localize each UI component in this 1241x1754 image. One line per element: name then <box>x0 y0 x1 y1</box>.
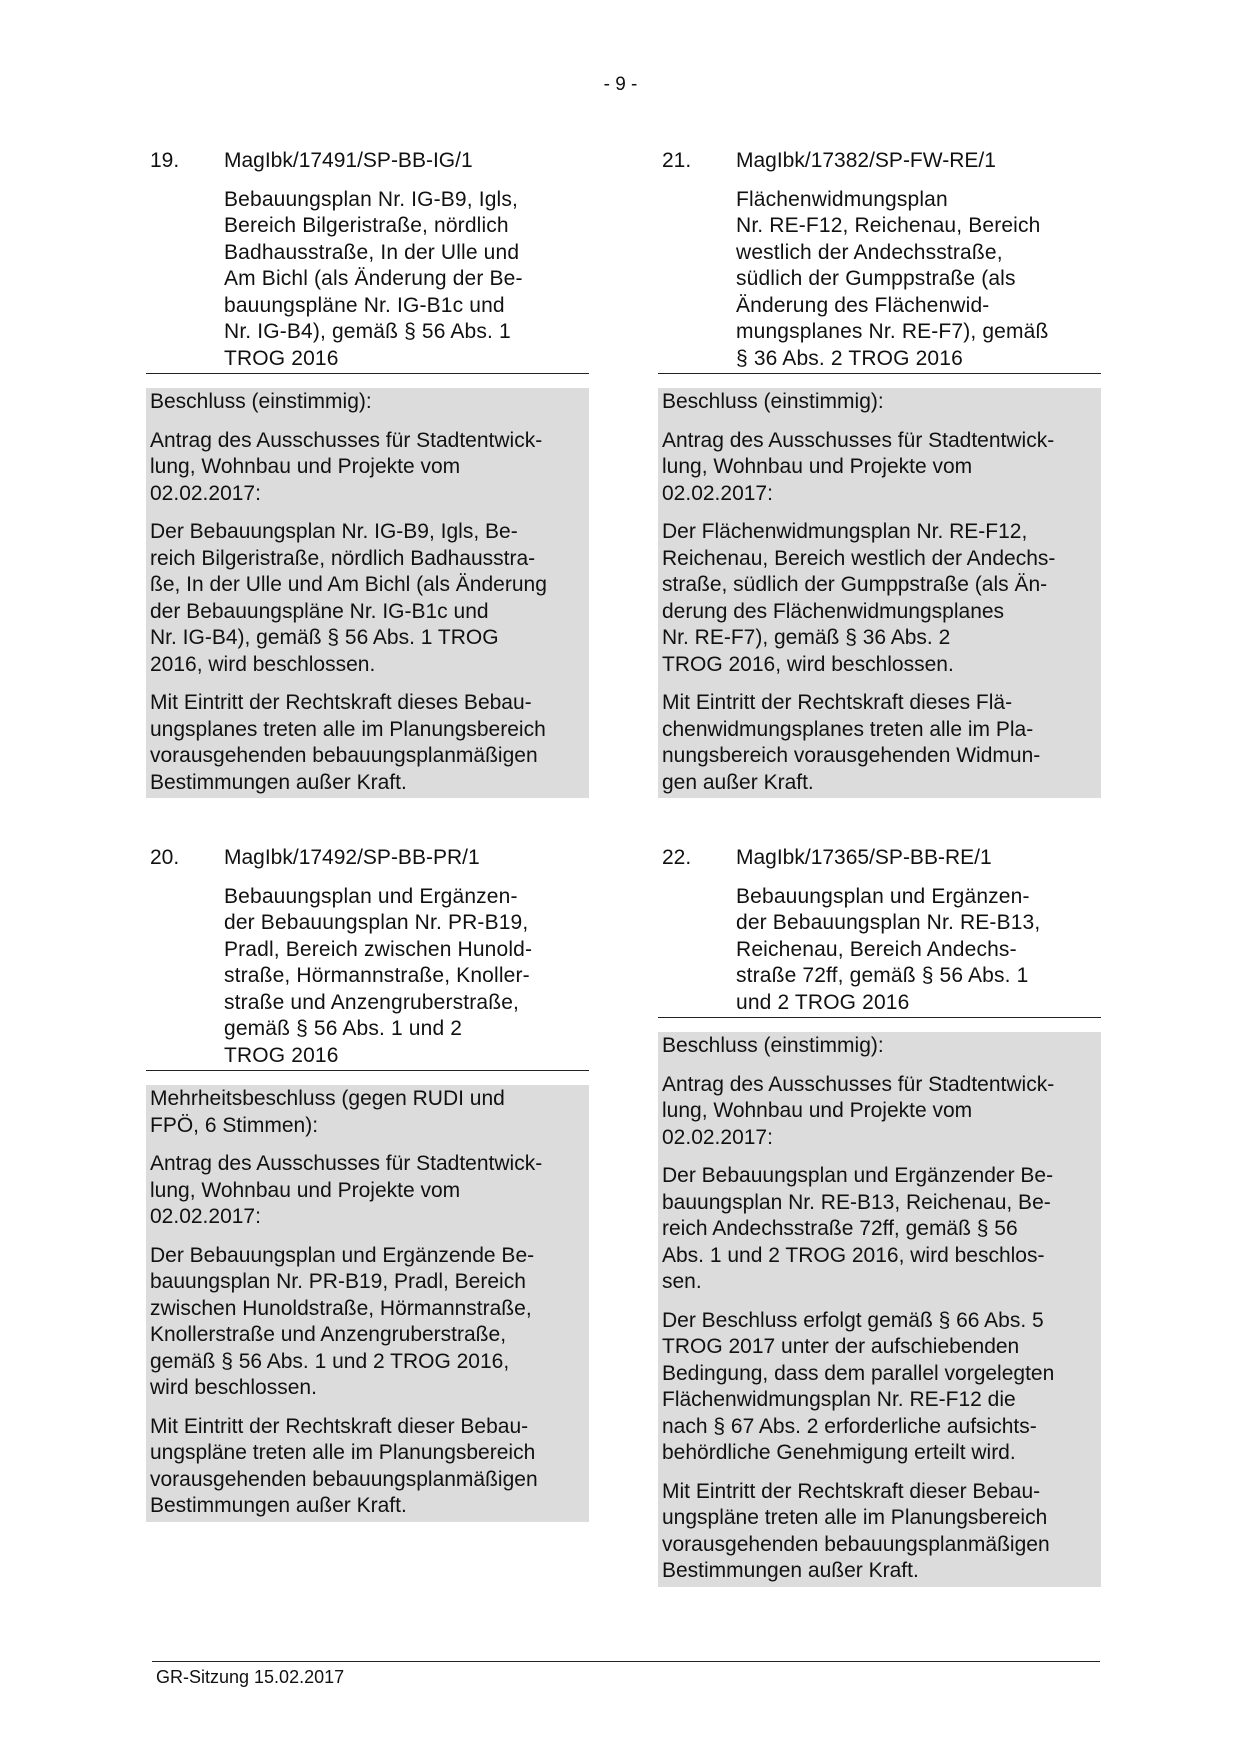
footer-divider <box>152 1661 1100 1662</box>
item-title-line: mungsplanes Nr. RE-F7), gemäß <box>736 320 1049 343</box>
resolution-paragraph <box>662 1071 1097 1152</box>
item-title <box>224 187 589 373</box>
resolution-line: derung des Flächenwidmungsplanes <box>662 599 1005 623</box>
resolution-line: TROG 2017 unter der aufschiebenden <box>662 1335 1020 1358</box>
resolution-line: lung, Wohnbau und Projekte vom <box>150 455 461 478</box>
resolution-paragraph <box>150 388 585 416</box>
item-title-line: der Bebauungsplan Nr. PR-B19, <box>224 911 529 934</box>
resolution-line: vorausgehenden bebauungsplanmäßigen <box>150 1467 538 1491</box>
resolution-line: Der Flächenwidmungsplan Nr. RE-F12, <box>662 520 1028 543</box>
item-title-line: Pradl, Bereich zwischen Hunold- <box>224 937 533 961</box>
resolution-line: nach § 67 Abs. 2 erforderliche aufsichts- <box>662 1414 1037 1438</box>
item-title-line: Bebauungsplan und Ergänzen- <box>736 884 1030 908</box>
resolution-line: vorausgehenden bebauungsplanmäßigen <box>662 1532 1050 1556</box>
item-number: 22. <box>662 846 692 869</box>
resolution-line: reich Bilgeristraße, nördlich Badhausstra- <box>150 546 536 570</box>
resolution-paragraph <box>150 427 585 508</box>
resolution-line: Antrag des Ausschusses für Stadtentwick- <box>662 1072 1055 1096</box>
item-title-line: Bebauungsplan Nr. IG-B9, Igls, <box>224 187 518 211</box>
resolution-box <box>658 388 1101 798</box>
item-reference: MagIbk/17382/SP-FW-RE/1 <box>736 149 996 172</box>
resolution-line: nungsbereich vorausgehenden Widmun- <box>662 744 1041 767</box>
item-title-line: Bebauungsplan und Ergänzen- <box>224 884 518 908</box>
resolution-line: Mehrheitsbeschluss (gegen RUDI und <box>150 1087 505 1110</box>
item-title-line: Flächenwidmungsplan <box>736 187 948 211</box>
resolution-line: Antrag des Ausschusses für Stadtentwick- <box>662 428 1055 452</box>
resolution-line: Flächenwidmungsplan Nr. RE-F12 die <box>662 1388 1016 1411</box>
resolution-line: 02.02.2017: <box>150 481 261 505</box>
resolution-line: gemäß § 56 Abs. 1 und 2 TROG 2016, <box>150 1349 510 1373</box>
resolution-line: Bestimmungen außer Kraft. <box>662 1559 919 1582</box>
resolution-line: lung, Wohnbau und Projekte vom <box>662 455 973 478</box>
resolution-line: Antrag des Ausschusses für Stadtentwick- <box>150 428 543 452</box>
resolution-line: Mit Eintritt der Rechtskraft dieser Bebau- <box>150 1414 529 1438</box>
item-title-line: Bereich Bilgeristraße, nördlich <box>224 214 509 237</box>
resolution-line: Bedingung, dass dem parallel vorgelegten <box>662 1361 1055 1385</box>
item-reference: MagIbk/17492/SP-BB-PR/1 <box>224 846 480 869</box>
item-title-line: straße und Anzengruberstraße, <box>224 990 520 1014</box>
resolution-paragraph <box>150 1150 585 1231</box>
resolution-paragraph <box>662 518 1097 678</box>
resolution-box <box>146 388 589 798</box>
resolution-line: Knollerstraße und Anzengruberstraße, <box>150 1323 507 1346</box>
item-reference: MagIbk/17491/SP-BB-IG/1 <box>224 149 473 172</box>
item-title-line: TROG 2016 <box>224 346 339 370</box>
item-divider <box>146 1070 589 1071</box>
resolution-line: Bestimmungen außer Kraft. <box>150 770 407 794</box>
resolution-paragraph <box>150 1413 585 1520</box>
resolution-line: vorausgehenden bebauungsplanmäßigen <box>150 744 538 767</box>
item-divider <box>658 373 1101 374</box>
item-title-line: gemäß § 56 Abs. 1 und 2 <box>224 1017 463 1040</box>
resolution-line: Mit Eintritt der Rechtskraft dieses Bebau- <box>150 691 532 714</box>
item-number: 21. <box>662 149 692 172</box>
item-reference: MagIbk/17365/SP-BB-RE/1 <box>736 846 992 869</box>
resolution-paragraph <box>662 689 1097 796</box>
resolution-line: ungsplanes treten alle im Planungsbereich <box>150 717 546 741</box>
resolution-line: Nr. IG-B4), gemäß § 56 Abs. 1 TROG <box>150 626 499 649</box>
resolution-line: Der Bebauungsplan und Ergänzender Be- <box>662 1164 1054 1187</box>
resolution-line: TROG 2016, wird beschlossen. <box>662 652 954 676</box>
resolution-line: Beschluss (einstimmig): <box>662 390 884 413</box>
resolution-line: Mit Eintritt der Rechtskraft dieses Flä- <box>662 691 1013 714</box>
item-title-line: südlich der Gumppstraße (als <box>736 267 1016 290</box>
resolution-paragraph <box>662 1032 1097 1060</box>
item-title-line: § 36 Abs. 2 TROG 2016 <box>736 346 963 370</box>
resolution-line: Beschluss (einstimmig): <box>150 390 372 413</box>
footer-text: GR-Sitzung 15.02.2017 <box>156 1667 345 1687</box>
resolution-line: Der Bebauungsplan und Ergänzende Be- <box>150 1243 535 1267</box>
resolution-paragraph <box>662 427 1097 508</box>
resolution-line: ungspläne treten alle im Planungsbereich <box>662 1506 1048 1529</box>
item-title <box>736 187 1101 373</box>
resolution-line: Antrag des Ausschusses für Stadtentwick- <box>150 1152 543 1175</box>
resolution-line: Beschluss (einstimmig): <box>662 1034 884 1057</box>
item-heading <box>146 845 589 872</box>
resolution-line: straße, südlich der Gumppstraße (als Än- <box>662 573 1048 596</box>
resolution-line: 02.02.2017: <box>662 1125 773 1149</box>
resolution-line: behördliche Genehmigung erteilt wird. <box>662 1441 1016 1464</box>
resolution-line: der Bebauungspläne Nr. IG-B1c und <box>150 599 489 623</box>
resolution-line: ungspläne treten alle im Planungsbereich <box>150 1441 536 1464</box>
resolution-line: Abs. 1 und 2 TROG 2016, wird beschlos- <box>662 1243 1045 1267</box>
resolution-line: Bestimmungen außer Kraft. <box>150 1494 407 1517</box>
resolution-line: lung, Wohnbau und Projekte vom <box>150 1178 461 1202</box>
agenda-item-19 <box>146 148 589 798</box>
resolution-line: ße, In der Ulle und Am Bichl (als Änderung <box>150 573 547 596</box>
resolution-line: gen außer Kraft. <box>662 770 814 794</box>
resolution-line: lung, Wohnbau und Projekte vom <box>662 1099 973 1122</box>
resolution-paragraph <box>150 518 585 678</box>
resolution-box <box>146 1085 589 1522</box>
resolution-paragraph <box>662 1478 1097 1585</box>
resolution-line: bauungsplan Nr. RE-B13, Reichenau, Be- <box>662 1190 1051 1214</box>
item-title-line: Badhausstraße, In der Ulle und <box>224 240 520 264</box>
resolution-line: Nr. RE-F7), gemäß § 36 Abs. 2 <box>662 626 951 649</box>
resolution-line: Reichenau, Bereich westlich der Andechs- <box>662 546 1056 570</box>
item-title-line: Nr. RE-F12, Reichenau, Bereich <box>736 214 1041 237</box>
resolution-line: 2016, wird beschlossen. <box>150 652 376 676</box>
item-title-line: straße 72ff, gemäß § 56 Abs. 1 <box>736 964 1029 987</box>
item-title <box>224 884 589 1070</box>
resolution-paragraph <box>150 1085 585 1139</box>
item-title-line: Reichenau, Bereich Andechs- <box>736 937 1017 961</box>
resolution-line: Mit Eintritt der Rechtskraft dieser Bebau- <box>662 1479 1041 1503</box>
item-title-line: straße, Hörmannstraße, Knoller- <box>224 964 530 987</box>
item-title-line: westlich der Andechsstraße, <box>736 240 1003 264</box>
item-divider <box>658 1017 1101 1018</box>
item-title-line: Am Bichl (als Änderung der Be- <box>224 267 523 290</box>
resolution-box <box>658 1032 1101 1587</box>
resolution-line: 02.02.2017: <box>662 481 773 505</box>
agenda-item-22 <box>658 845 1101 1587</box>
agenda-item-21 <box>658 148 1101 798</box>
item-title <box>736 884 1101 1017</box>
resolution-line: wird beschlossen. <box>150 1376 317 1399</box>
item-title-line: und 2 TROG 2016 <box>736 990 910 1014</box>
resolution-line: bauungsplan Nr. PR-B19, Pradl, Bereich <box>150 1270 526 1293</box>
item-title-line: Änderung des Flächenwid- <box>736 293 990 317</box>
item-divider <box>146 373 589 374</box>
resolution-paragraph <box>150 1242 585 1402</box>
resolution-paragraph <box>662 1307 1097 1467</box>
resolution-line: Der Bebauungsplan Nr. IG-B9, Igls, Be- <box>150 520 518 543</box>
resolution-line: 02.02.2017: <box>150 1205 261 1228</box>
resolution-line: FPÖ, 6 Stimmen): <box>150 1113 319 1137</box>
item-title-line: TROG 2016 <box>224 1043 339 1067</box>
item-title-line: Nr. IG-B4), gemäß § 56 Abs. 1 <box>224 320 511 343</box>
resolution-line: chenwidmungsplanes treten alle im Pla- <box>662 717 1034 741</box>
resolution-line: zwischen Hunoldstraße, Hörmannstraße, <box>150 1296 532 1320</box>
resolution-paragraph <box>662 388 1097 416</box>
item-title-line: bauungspläne Nr. IG-B1c und <box>224 293 505 317</box>
resolution-paragraph <box>150 689 585 796</box>
page-number: - 9 - <box>603 74 638 95</box>
item-number: 20. <box>150 846 180 869</box>
item-heading <box>146 148 589 175</box>
item-heading <box>658 845 1101 872</box>
resolution-line: Der Beschluss erfolgt gemäß § 66 Abs. 5 <box>662 1308 1044 1332</box>
item-number: 19. <box>150 149 180 172</box>
agenda-item-20 <box>146 845 589 1522</box>
item-heading <box>658 148 1101 175</box>
resolution-line: reich Andechsstraße 72ff, gemäß § 56 <box>662 1217 1018 1240</box>
item-title-line: der Bebauungsplan Nr. RE-B13, <box>736 911 1041 934</box>
resolution-line: sen. <box>662 1270 702 1293</box>
resolution-paragraph <box>662 1162 1097 1296</box>
